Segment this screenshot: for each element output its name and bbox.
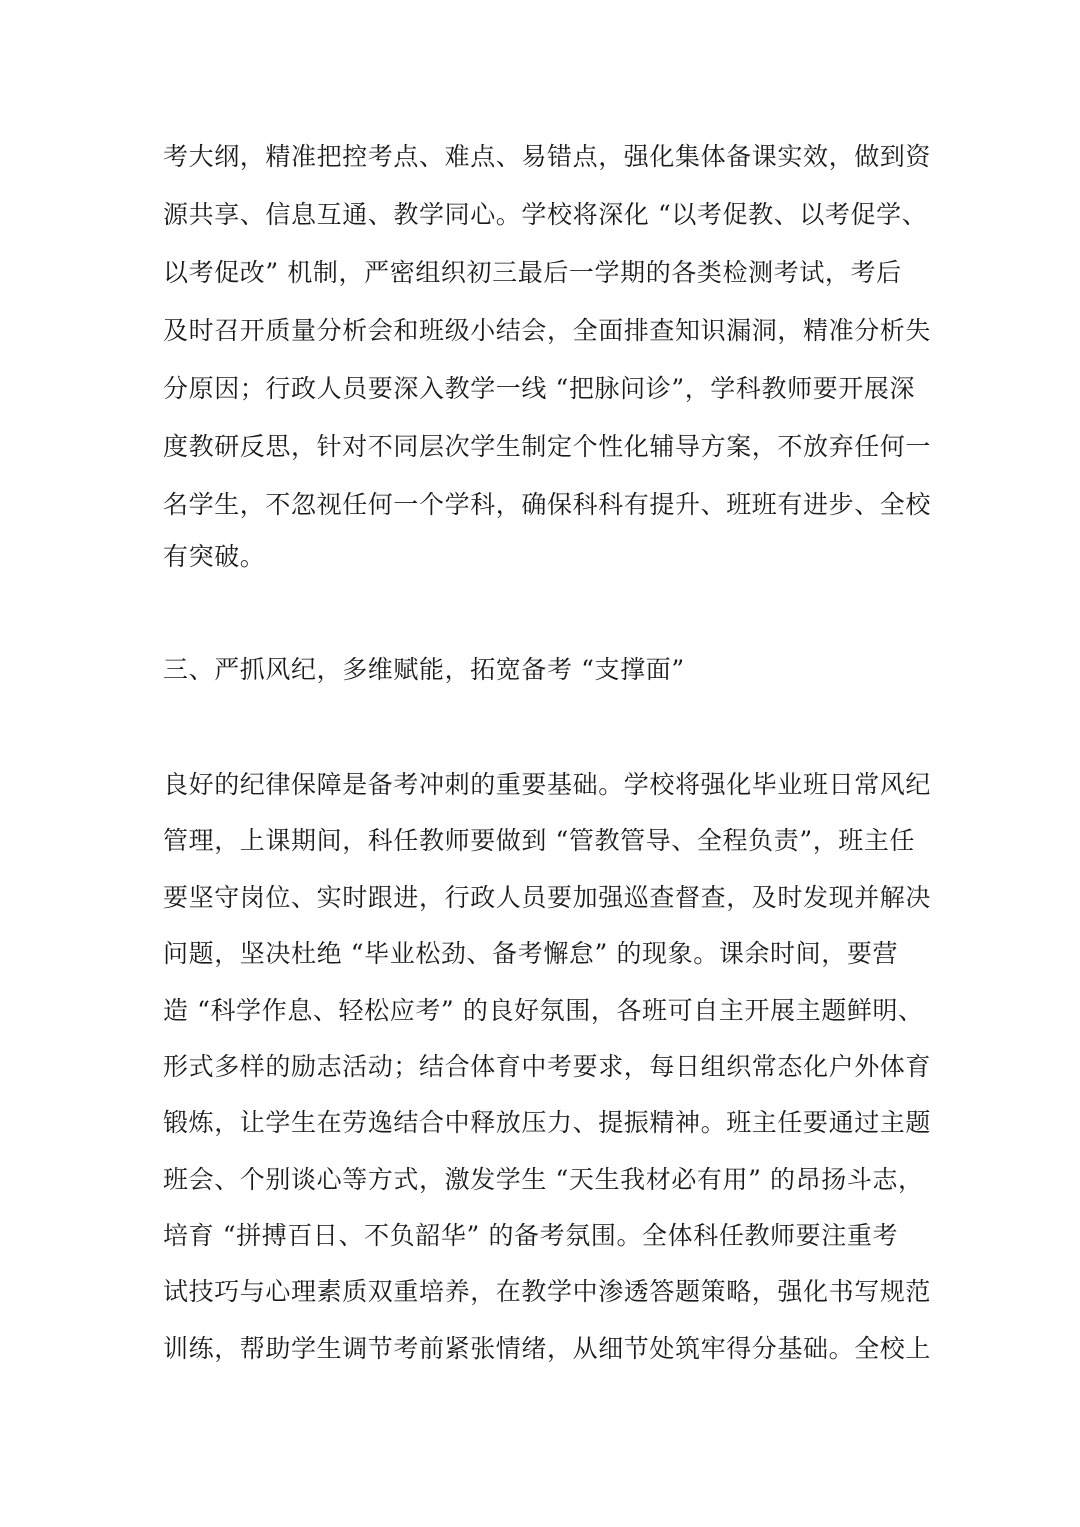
paragraph-2-line: 要坚守岗位、实时跟进，行政人员要加强巡查督查，及时发现并解决 xyxy=(163,883,932,912)
paragraph-1-line: 及时召开质量分析会和班级小结会，全面排查知识漏洞，精准分析失 xyxy=(163,316,932,345)
paragraph-1-line: 分原因；行政人员要深入教学一线 “把脉问诊”，学科教师要开展深 xyxy=(163,374,916,403)
paragraph-1-line: 源共享、信息互通、教学同心。学校将深化 “以考促教、以考促学、 xyxy=(163,200,928,229)
paragraph-1-line: 度教研反思，针对不同层次学生制定个性化辅导方案，不放弃任何一 xyxy=(163,432,932,461)
paragraph-2-line: 锻炼，让学生在劳逸结合中释放压力、提振精神。班主任要通过主题 xyxy=(163,1108,932,1137)
paragraph-2-line: 问题，坚决杜绝 “毕业松劲、备考懈怠” 的现象。课余时间，要营 xyxy=(163,939,899,968)
paragraph-2-line: 管理，上课期间，科任教师要做到 “管教管导、全程负责”，班主任 xyxy=(163,826,916,855)
paragraph-1-line: 考大纲，精准把控考点、难点、易错点，强化集体备课实效，做到资 xyxy=(163,142,932,171)
paragraph-2-line: 班会、个别谈心等方式，激发学生 “天生我材必有用” 的昂扬斗志， xyxy=(163,1165,924,1194)
paragraph-1-line: 名学生，不忽视任何一个学科，确保科科有提升、班班有进步、全校 xyxy=(163,490,932,519)
section-heading: 三、严抓风纪，多维赋能，拓宽备考 “支撑面” xyxy=(163,655,685,684)
paragraph-2-line: 造 “科学作息、轻松应考” 的良好氛围，各班可自主开展主题鲜明、 xyxy=(163,996,924,1025)
paragraph-2-line: 形式多样的励志活动；结合体育中考要求，每日组织常态化户外体育 xyxy=(163,1052,932,1081)
paragraph-2-line: 训练，帮助学生调节考前紧张情绪，从细节处筑牢得分基础。全校上 xyxy=(163,1334,932,1363)
paragraph-2-line: 培育 “拼搏百日、不负韶华” 的备考氛围。全体科任教师要注重考 xyxy=(163,1221,899,1250)
paragraph-2-line: 试技巧与心理素质双重培养，在教学中渗透答题策略，强化书写规范 xyxy=(163,1277,932,1306)
paragraph-1-line: 以考促改” 机制，严密组织初三最后一学期的各类检测考试，考后 xyxy=(163,258,902,287)
paragraph-2-line: 良好的纪律保障是备考冲刺的重要基础。学校将强化毕业班日常风纪 xyxy=(163,770,932,799)
paragraph-1-line: 有突破。 xyxy=(163,542,266,571)
